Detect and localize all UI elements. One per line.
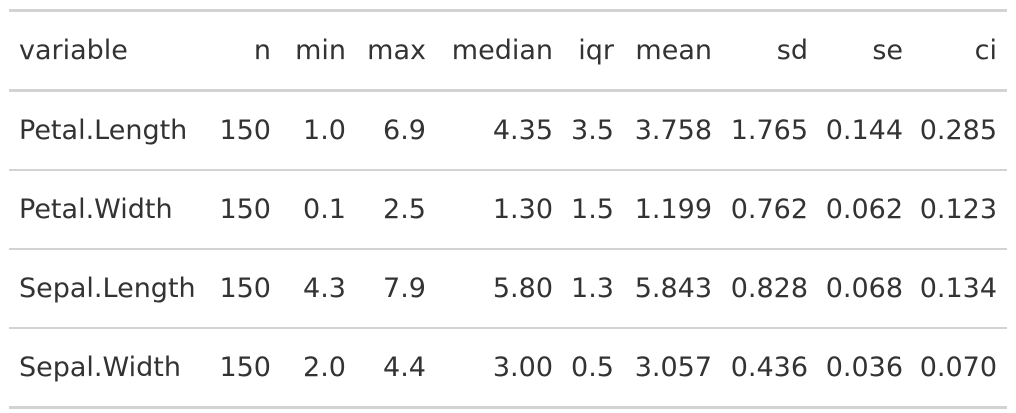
cell-mean: 3.758 [618,91,716,171]
cell-se: 0.036 [825,352,903,383]
column-header-variable: variable [9,11,207,91]
cell-ci: 0.285 [907,91,1007,171]
column-header-sd: sd [716,11,812,91]
cell-max: 7.9 [350,249,430,328]
cell-iqr: 3.5 [557,91,618,171]
table-row [9,91,1007,171]
cell-sd: 0.762 [716,170,812,249]
cell-ci: 0.134 [907,249,1007,328]
cell-median: 1.30 [430,170,557,249]
column-header-median: median [430,11,557,91]
cell-max: 4.4 [383,352,426,383]
cell-n: 150 [207,249,275,328]
cell-iqr: 1.3 [557,249,618,328]
cell-ci: 0.070 [919,352,997,383]
column-header-max: max [350,11,430,91]
cell-se: 0.144 [812,91,907,171]
cell-median: 4.35 [430,91,557,171]
cell-variable: Sepal.Width [19,352,181,383]
column-header-ci: ci [907,11,1007,91]
cell-mean: 1.199 [618,170,716,249]
column-header-n: n [207,11,275,91]
header-row [9,11,1007,91]
cell-sd: 1.765 [716,91,812,171]
cell-min: 1.0 [275,91,350,171]
cell-variable: Sepal.Length [9,249,207,328]
cell-iqr: 1.5 [557,170,618,249]
column-header-se: se [812,11,907,91]
cell-se: 0.068 [812,249,907,328]
table-row [9,170,1007,249]
cell-sd: 0.436 [730,352,808,383]
cell-mean: 5.843 [618,249,716,328]
cell-n: 150 [207,170,275,249]
cell-median: 3.00 [492,352,553,383]
cell-max: 6.9 [350,91,430,171]
cell-variable: Petal.Width [9,170,207,249]
cell-mean: 3.057 [634,352,712,383]
summary-statistics-table [9,9,1007,409]
cell-n: 150 [207,91,275,171]
column-header-min: min [275,11,350,91]
cell-min: 0.1 [275,170,350,249]
table-row [9,249,1007,328]
cell-variable: Petal.Length [9,91,207,171]
column-header-iqr: iqr [557,11,618,91]
cell-median: 5.80 [430,249,557,328]
cell-sd: 0.828 [716,249,812,328]
cell-min: 2.0 [303,352,346,383]
column-header-mean: mean [618,11,716,91]
cell-n: 150 [219,352,271,383]
cell-se: 0.062 [812,170,907,249]
cell-iqr: 0.5 [571,352,614,383]
cell-ci: 0.123 [907,170,1007,249]
table-row [9,328,1007,408]
cell-max: 2.5 [350,170,430,249]
summary-table-container [9,9,1007,409]
cell-min: 4.3 [275,249,350,328]
